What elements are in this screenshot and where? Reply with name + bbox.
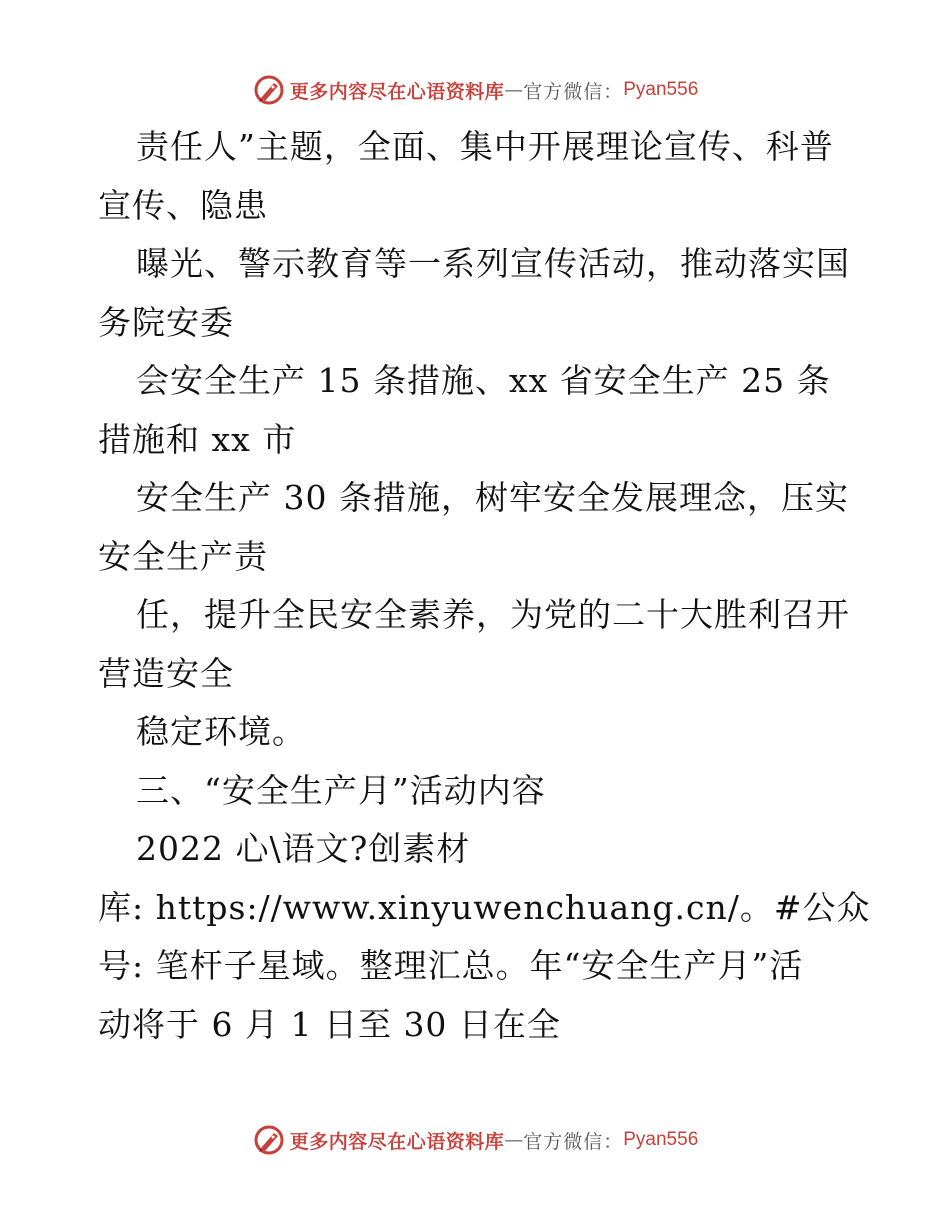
banner-brand: 更多内容尽在心语资料库	[289, 80, 505, 103]
text-line: 安全生产 30 条措施，树牢安全发展理念，压实	[136, 478, 849, 517]
text-line: 会安全生产 15 条措施、xx 省安全生产 25 条	[136, 361, 831, 400]
text-line: 宣传、隐患	[98, 185, 268, 225]
text-line: 责任人”主题，全面、集中开展理论宣传、科普	[136, 127, 834, 166]
text-line: 营造安全	[98, 653, 234, 693]
banner-wechat-label: 官方微信：	[523, 80, 624, 103]
text-line: 务院安委	[98, 302, 234, 342]
text-line: 库: https://www.xinyuwenchuang.cn/。#公众	[98, 887, 871, 927]
text-line: 稳定环境。	[136, 712, 306, 751]
text-line: 2022 心\语文?创素材	[136, 829, 471, 868]
text-line: 安全生产责	[98, 536, 268, 576]
pen-nib-circle-icon	[252, 1123, 286, 1157]
pen-nib-circle-icon	[252, 73, 286, 107]
text-line: 动将于 6 月 1 日至 30 日在全	[98, 1004, 561, 1044]
document-body	[98, 118, 871, 1054]
banner-wechat-label: 官方微信：	[523, 1130, 624, 1153]
banner-wechat-id: Pyan556	[623, 79, 699, 100]
banner-wechat-id: Pyan556	[623, 1129, 699, 1150]
footer-banner	[0, 1120, 950, 1160]
header-banner	[0, 70, 950, 110]
banner-dash: —	[504, 1129, 524, 1151]
banner-brand: 更多内容尽在心语资料库	[289, 1130, 505, 1153]
text-line: 三、“安全生产月”活动内容	[136, 770, 546, 810]
text-line: 号: 笔杆子星域。整理汇总。年“安全生产月”活	[98, 946, 804, 985]
banner-dash: —	[504, 79, 524, 101]
text-line: 曝光、警示教育等一系列宣传活动，推动落实国	[136, 244, 850, 283]
text-line: 措施和 xx 市	[98, 419, 297, 459]
text-line: 任，提升全民安全素养，为党的二十大胜利召开	[136, 595, 850, 634]
